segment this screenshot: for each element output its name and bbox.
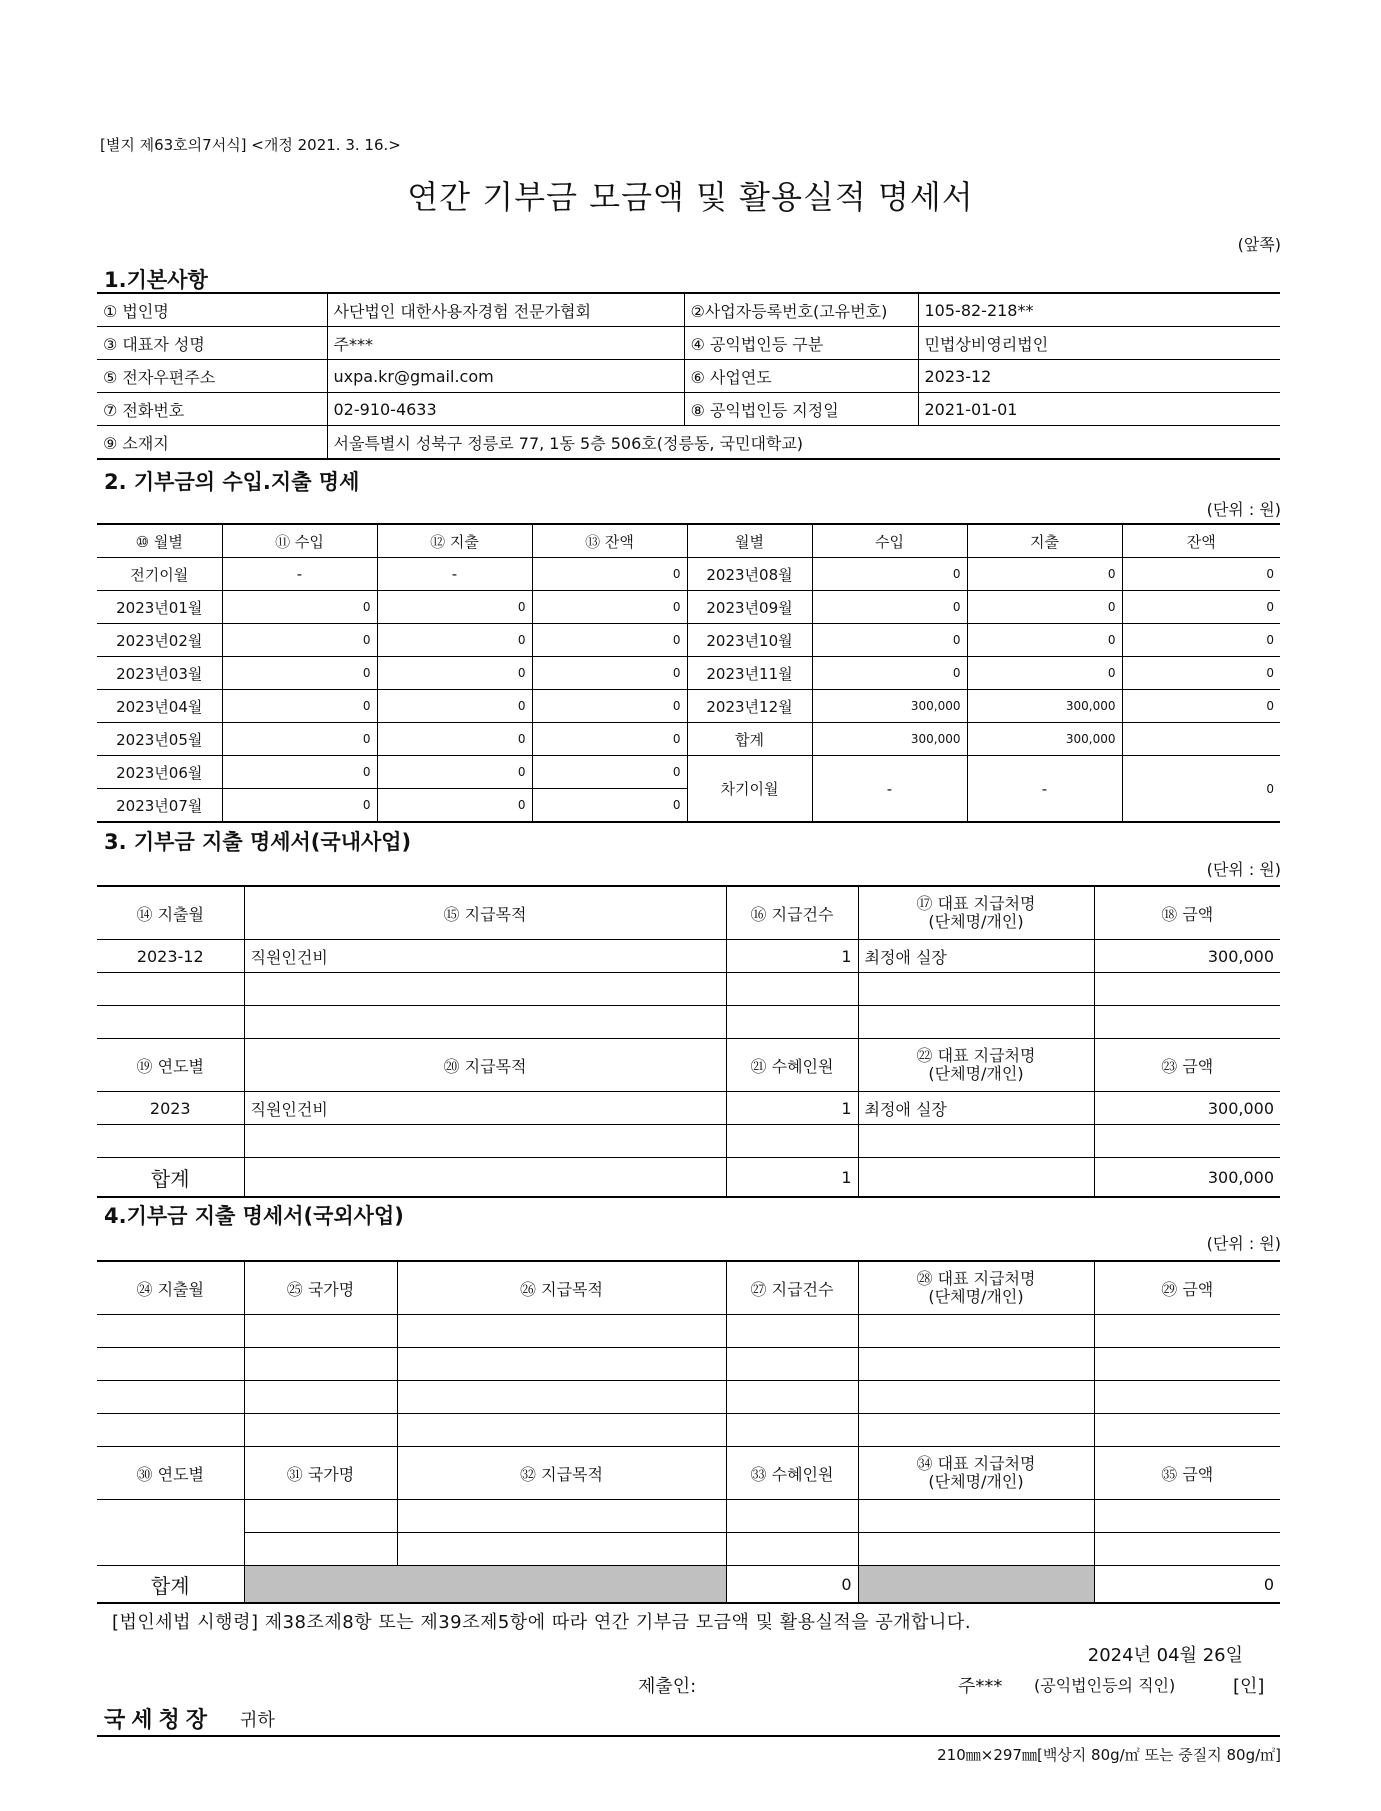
header-line: ㉒ 대표 지급처명 — [916, 1046, 1036, 1065]
empty-cell — [858, 1414, 1094, 1447]
amount-cell: 0 — [377, 591, 532, 624]
column-header: ㉗ 지급건수 — [726, 1261, 858, 1315]
amount-cell: 0 — [222, 690, 377, 723]
field-value: 민법상비영리법인 — [918, 327, 1280, 360]
column-header: ㉕ 국가명 — [244, 1261, 397, 1315]
amount-cell: 0 — [1122, 690, 1280, 723]
column-header: ⑮ 지급목적 — [244, 886, 726, 940]
empty-cell — [397, 1533, 726, 1566]
header-line: (단체명/개인) — [928, 912, 1024, 931]
field-label: ②사업자등록번호(고유번호) — [684, 293, 918, 327]
empty-cell — [858, 973, 1094, 1006]
month-cell: 2023년11월 — [687, 657, 812, 690]
header-row — [97, 886, 1280, 940]
total-row — [97, 1158, 1280, 1198]
month-cell: 2023년02월 — [97, 624, 222, 657]
header-row — [97, 524, 1280, 558]
field-label: ① 법인명 — [97, 293, 327, 327]
empty-row — [97, 1533, 1280, 1566]
amount-cell: 0 — [222, 756, 377, 789]
empty-cell — [397, 1414, 726, 1447]
section4-title: 4.기부금 지출 명세서(국외사업) — [104, 1204, 404, 1228]
column-header — [858, 1261, 1094, 1315]
data-cell: 1 — [726, 940, 858, 973]
month-cell: 차기이월 — [687, 756, 812, 823]
amount-cell: 0 — [532, 756, 687, 789]
data-cell: 최정애 실장 — [858, 1092, 1094, 1125]
header-row — [97, 1261, 1280, 1315]
column-header: 수입 — [812, 524, 967, 558]
field-label: ⑤ 전자우편주소 — [97, 360, 327, 393]
empty-cell — [1094, 1315, 1280, 1348]
amount-cell: - — [812, 756, 967, 823]
address-row — [97, 426, 1280, 460]
header-row — [97, 1039, 1280, 1092]
empty-cell — [858, 1500, 1094, 1533]
column-header: ㉜ 지급목적 — [397, 1447, 726, 1500]
total-label: 합계 — [97, 1158, 244, 1198]
amount-cell: 0 — [377, 690, 532, 723]
page-side-label: (앞쪽) — [1237, 235, 1281, 254]
empty-cell — [726, 1381, 858, 1414]
empty-cell — [97, 1315, 244, 1348]
seal-mark: [인] — [1233, 1676, 1265, 1697]
basic-info-row — [97, 393, 1280, 426]
month-cell: 2023년03월 — [97, 657, 222, 690]
amount-cell: 0 — [812, 591, 967, 624]
amount-cell: 0 — [812, 624, 967, 657]
amount-cell: 0 — [377, 624, 532, 657]
amount-cell: 0 — [222, 657, 377, 690]
data-row — [97, 940, 1280, 973]
amount-cell: 0 — [1122, 558, 1280, 591]
amount-cell: 0 — [967, 558, 1122, 591]
amount-cell: 0 — [967, 657, 1122, 690]
empty-cell — [244, 1381, 397, 1414]
section2-title: 2. 기부금의 수입.지출 명세 — [104, 470, 360, 494]
header-line: ⑰ 대표 지급처명 — [916, 894, 1036, 913]
column-header: ㉛ 국가명 — [244, 1447, 397, 1500]
column-header: ㉟ 금액 — [1094, 1447, 1280, 1500]
amount-cell: 300,000 — [967, 723, 1122, 756]
month-cell: 2023년01월 — [97, 591, 222, 624]
field-value: 2021-01-01 — [918, 393, 1280, 426]
amount-cell: 0 — [1122, 657, 1280, 690]
data-cell: 1 — [726, 1092, 858, 1125]
header-line: ㉘ 대표 지급처명 — [916, 1269, 1036, 1288]
empty-cell — [726, 1315, 858, 1348]
amount-cell: 0 — [222, 789, 377, 823]
empty-cell — [858, 1315, 1094, 1348]
section3-title: 3. 기부금 지출 명세서(국내사업) — [104, 830, 412, 854]
empty-cell — [97, 973, 244, 1006]
column-header: ㉔ 지출월 — [97, 1261, 244, 1315]
amount-cell: 300,000 — [967, 690, 1122, 723]
month-cell: 2023년05월 — [97, 723, 222, 756]
amount-cell: 0 — [377, 723, 532, 756]
field-value: 서울특별시 성북구 정릉로 77, 1동 5층 506호(정릉동, 국민대학교) — [327, 426, 1280, 460]
amount-cell: 0 — [377, 789, 532, 823]
amount-cell: 0 — [222, 723, 377, 756]
empty-cell — [97, 1125, 244, 1158]
amount-cell: 0 — [532, 591, 687, 624]
section1-title: 1.기본사항 — [104, 268, 208, 292]
field-value: 105-82-218** — [918, 293, 1280, 327]
empty-cell — [397, 1315, 726, 1348]
month-cell: 2023년08월 — [687, 558, 812, 591]
empty-cell — [244, 1158, 726, 1198]
month-cell: 합계 — [687, 723, 812, 756]
basic-info-row — [97, 360, 1280, 393]
empty-cell — [244, 973, 726, 1006]
empty-cell — [1094, 1006, 1280, 1039]
month-cell: 2023년10월 — [687, 624, 812, 657]
empty-cell — [858, 1533, 1094, 1566]
total-label: 합계 — [97, 1566, 244, 1604]
column-header: ㉙ 금액 — [1094, 1261, 1280, 1315]
empty-cell — [1094, 1533, 1280, 1566]
amount-cell: 0 — [1122, 591, 1280, 624]
empty-cell — [726, 1500, 858, 1533]
data-cell: 최정애 실장 — [858, 940, 1094, 973]
field-label: ④ 공익법인등 구분 — [684, 327, 918, 360]
section4-unit: (단위 : 원) — [1206, 1234, 1281, 1253]
column-header: ⑲ 연도별 — [97, 1039, 244, 1092]
empty-cell — [97, 1414, 244, 1447]
field-value: 2023-12 — [918, 360, 1280, 393]
empty-cell — [244, 1533, 397, 1566]
empty-row — [97, 1125, 1280, 1158]
column-header — [858, 1447, 1094, 1500]
amount-cell: - — [377, 558, 532, 591]
field-label: ⑧ 공익법인등 지정일 — [684, 393, 918, 426]
empty-cell — [858, 1125, 1094, 1158]
column-header: ⑪ 수입 — [222, 524, 377, 558]
submitter-name: 주*** — [958, 1676, 1003, 1697]
empty-cell — [726, 1348, 858, 1381]
empty-cell — [1094, 1500, 1280, 1533]
amount-cell: 0 — [532, 558, 687, 591]
recipient-suffix: 귀하 — [240, 1710, 275, 1731]
empty-cell — [726, 1414, 858, 1447]
data-cell: 직원인건비 — [244, 940, 726, 973]
month-row — [97, 723, 1280, 756]
empty-row — [97, 1381, 1280, 1414]
data-cell: 직원인건비 — [244, 1092, 726, 1125]
month-row — [97, 624, 1280, 657]
income-expense-table — [97, 523, 1280, 823]
data-cell: 300,000 — [1094, 940, 1280, 973]
month-cell: 2023년12월 — [687, 690, 812, 723]
data-cell: 2023 — [97, 1092, 244, 1125]
amount-cell: 0 — [1122, 756, 1280, 823]
month-cell: 2023년04월 — [97, 690, 222, 723]
amount-cell: 0 — [532, 624, 687, 657]
column-header: ⑭ 지출월 — [97, 886, 244, 940]
page-title: 연간 기부금 모금액 및 활용실적 명세서 — [407, 178, 974, 216]
column-header: ⑳ 지급목적 — [244, 1039, 726, 1092]
month-row — [97, 756, 1280, 789]
data-cell: 300,000 — [1094, 1092, 1280, 1125]
column-header: ㉝ 수혜인원 — [726, 1447, 858, 1500]
amount-cell: 0 — [222, 624, 377, 657]
empty-cell — [244, 1125, 726, 1158]
empty-cell — [244, 1006, 726, 1039]
month-cell: 전기이월 — [97, 558, 222, 591]
amount-cell: 0 — [532, 690, 687, 723]
basic-info-row — [97, 327, 1280, 360]
shaded-cell — [244, 1566, 726, 1604]
empty-cell — [97, 1006, 244, 1039]
data-row — [97, 1092, 1280, 1125]
total-count: 1 — [726, 1158, 858, 1198]
field-label: ⑨ 소재지 — [97, 426, 327, 460]
amount-cell: 0 — [967, 591, 1122, 624]
submitter-role: (공익법인등의 직인) — [1034, 1676, 1176, 1695]
amount-cell: 0 — [222, 591, 377, 624]
column-header: 잔액 — [1122, 524, 1280, 558]
header-line: (단체명/개인) — [928, 1064, 1024, 1083]
total-amount: 300,000 — [1094, 1158, 1280, 1198]
paper-spec: 210㎜×297㎜[백상지 80g/㎡ 또는 중질지 80g/㎡] — [937, 1746, 1281, 1764]
column-header: 월별 — [687, 524, 812, 558]
total-row — [97, 1566, 1280, 1604]
amount-cell: 0 — [532, 789, 687, 823]
submitter-label: 제출인: — [638, 1676, 697, 1697]
empty-row — [97, 1500, 1280, 1533]
empty-cell — [1094, 1125, 1280, 1158]
column-header: ㉑ 수혜인원 — [726, 1039, 858, 1092]
month-row — [97, 657, 1280, 690]
column-header: 지출 — [967, 524, 1122, 558]
empty-cell — [858, 1006, 1094, 1039]
column-header — [858, 1039, 1094, 1092]
submission-date: 2024년 04월 26일 — [1087, 1645, 1243, 1666]
empty-cell — [244, 1348, 397, 1381]
total-count: 0 — [726, 1566, 858, 1604]
column-header: ⑱ 금액 — [1094, 886, 1280, 940]
empty-cell — [858, 1158, 1094, 1198]
field-value: 주*** — [327, 327, 684, 360]
empty-row — [97, 1414, 1280, 1447]
field-label: ⑥ 사업연도 — [684, 360, 918, 393]
empty-cell — [1094, 1348, 1280, 1381]
field-value: 02-910-4633 — [327, 393, 684, 426]
total-amount: 0 — [1094, 1566, 1280, 1604]
data-cell: 2023-12 — [97, 940, 244, 973]
empty-row — [97, 1315, 1280, 1348]
amount-cell: - — [222, 558, 377, 591]
header-line: ㉞ 대표 지급처명 — [916, 1454, 1036, 1473]
domestic-expense-table — [97, 885, 1280, 1198]
empty-cell — [1094, 973, 1280, 1006]
month-row — [97, 558, 1280, 591]
legal-statement: [법인세법 시행령] 제38조제8항 또는 제39조제5항에 따라 연간 기부금 모금액 및 활용실적을 공개합니다. — [112, 1612, 972, 1633]
empty-cell — [726, 1533, 858, 1566]
empty-cell — [726, 1006, 858, 1039]
column-header — [858, 886, 1094, 940]
empty-cell — [858, 1381, 1094, 1414]
empty-cell — [397, 1348, 726, 1381]
empty-row — [97, 1348, 1280, 1381]
field-label: ③ 대표자 성명 — [97, 327, 327, 360]
month-cell: 2023년07월 — [97, 789, 222, 823]
section2-unit: (단위 : 원) — [1206, 500, 1281, 519]
empty-cell — [397, 1500, 726, 1533]
section3-unit: (단위 : 원) — [1206, 860, 1281, 879]
amount-cell: 0 — [1122, 624, 1280, 657]
column-header: ㉚ 연도별 — [97, 1447, 244, 1500]
header-row — [97, 1447, 1280, 1500]
month-cell: 2023년09월 — [687, 591, 812, 624]
empty-cell — [1094, 1381, 1280, 1414]
empty-cell — [726, 973, 858, 1006]
amount-cell: 300,000 — [812, 723, 967, 756]
amount-cell — [1122, 723, 1280, 756]
amount-cell: 300,000 — [812, 690, 967, 723]
recipient: 국세청장 — [104, 1708, 214, 1733]
field-value: uxpa.kr@gmail.com — [327, 360, 684, 393]
header-line: (단체명/개인) — [928, 1287, 1024, 1306]
empty-row — [97, 1006, 1280, 1039]
column-header: ⑬ 잔액 — [532, 524, 687, 558]
empty-row — [97, 973, 1280, 1006]
basic-info-row — [97, 293, 1280, 327]
shaded-cell — [858, 1566, 1094, 1604]
empty-cell — [397, 1381, 726, 1414]
empty-cell — [244, 1500, 397, 1533]
amount-cell: - — [967, 756, 1122, 823]
header-line: (단체명/개인) — [928, 1472, 1024, 1491]
amount-cell: 0 — [967, 624, 1122, 657]
empty-cell — [97, 1500, 244, 1566]
column-header: ⑯ 지급건수 — [726, 886, 858, 940]
column-header: ⑩ 월별 — [97, 524, 222, 558]
column-header: ㉓ 금액 — [1094, 1039, 1280, 1092]
empty-cell — [97, 1381, 244, 1414]
empty-cell — [1094, 1414, 1280, 1447]
amount-cell: 0 — [532, 723, 687, 756]
month-row — [97, 690, 1280, 723]
empty-cell — [244, 1414, 397, 1447]
field-label: ⑦ 전화번호 — [97, 393, 327, 426]
amount-cell: 0 — [812, 558, 967, 591]
amount-cell: 0 — [532, 657, 687, 690]
column-header: ⑫ 지출 — [377, 524, 532, 558]
month-row — [97, 591, 1280, 624]
empty-cell — [97, 1348, 244, 1381]
amount-cell: 0 — [812, 657, 967, 690]
amount-cell: 0 — [377, 657, 532, 690]
form-number: [별지 제63호의7서식] <개정 2021. 3. 16.> — [100, 136, 401, 154]
empty-cell — [244, 1315, 397, 1348]
field-value: 사단법인 대한사용자경험 전문가협회 — [327, 293, 684, 327]
overseas-expense-table — [97, 1260, 1280, 1604]
amount-cell: 0 — [377, 756, 532, 789]
month-cell: 2023년06월 — [97, 756, 222, 789]
column-header: ㉖ 지급목적 — [397, 1261, 726, 1315]
empty-cell — [858, 1348, 1094, 1381]
footer-divider — [97, 1735, 1280, 1737]
basic-info-table — [97, 292, 1280, 460]
empty-cell — [726, 1125, 858, 1158]
